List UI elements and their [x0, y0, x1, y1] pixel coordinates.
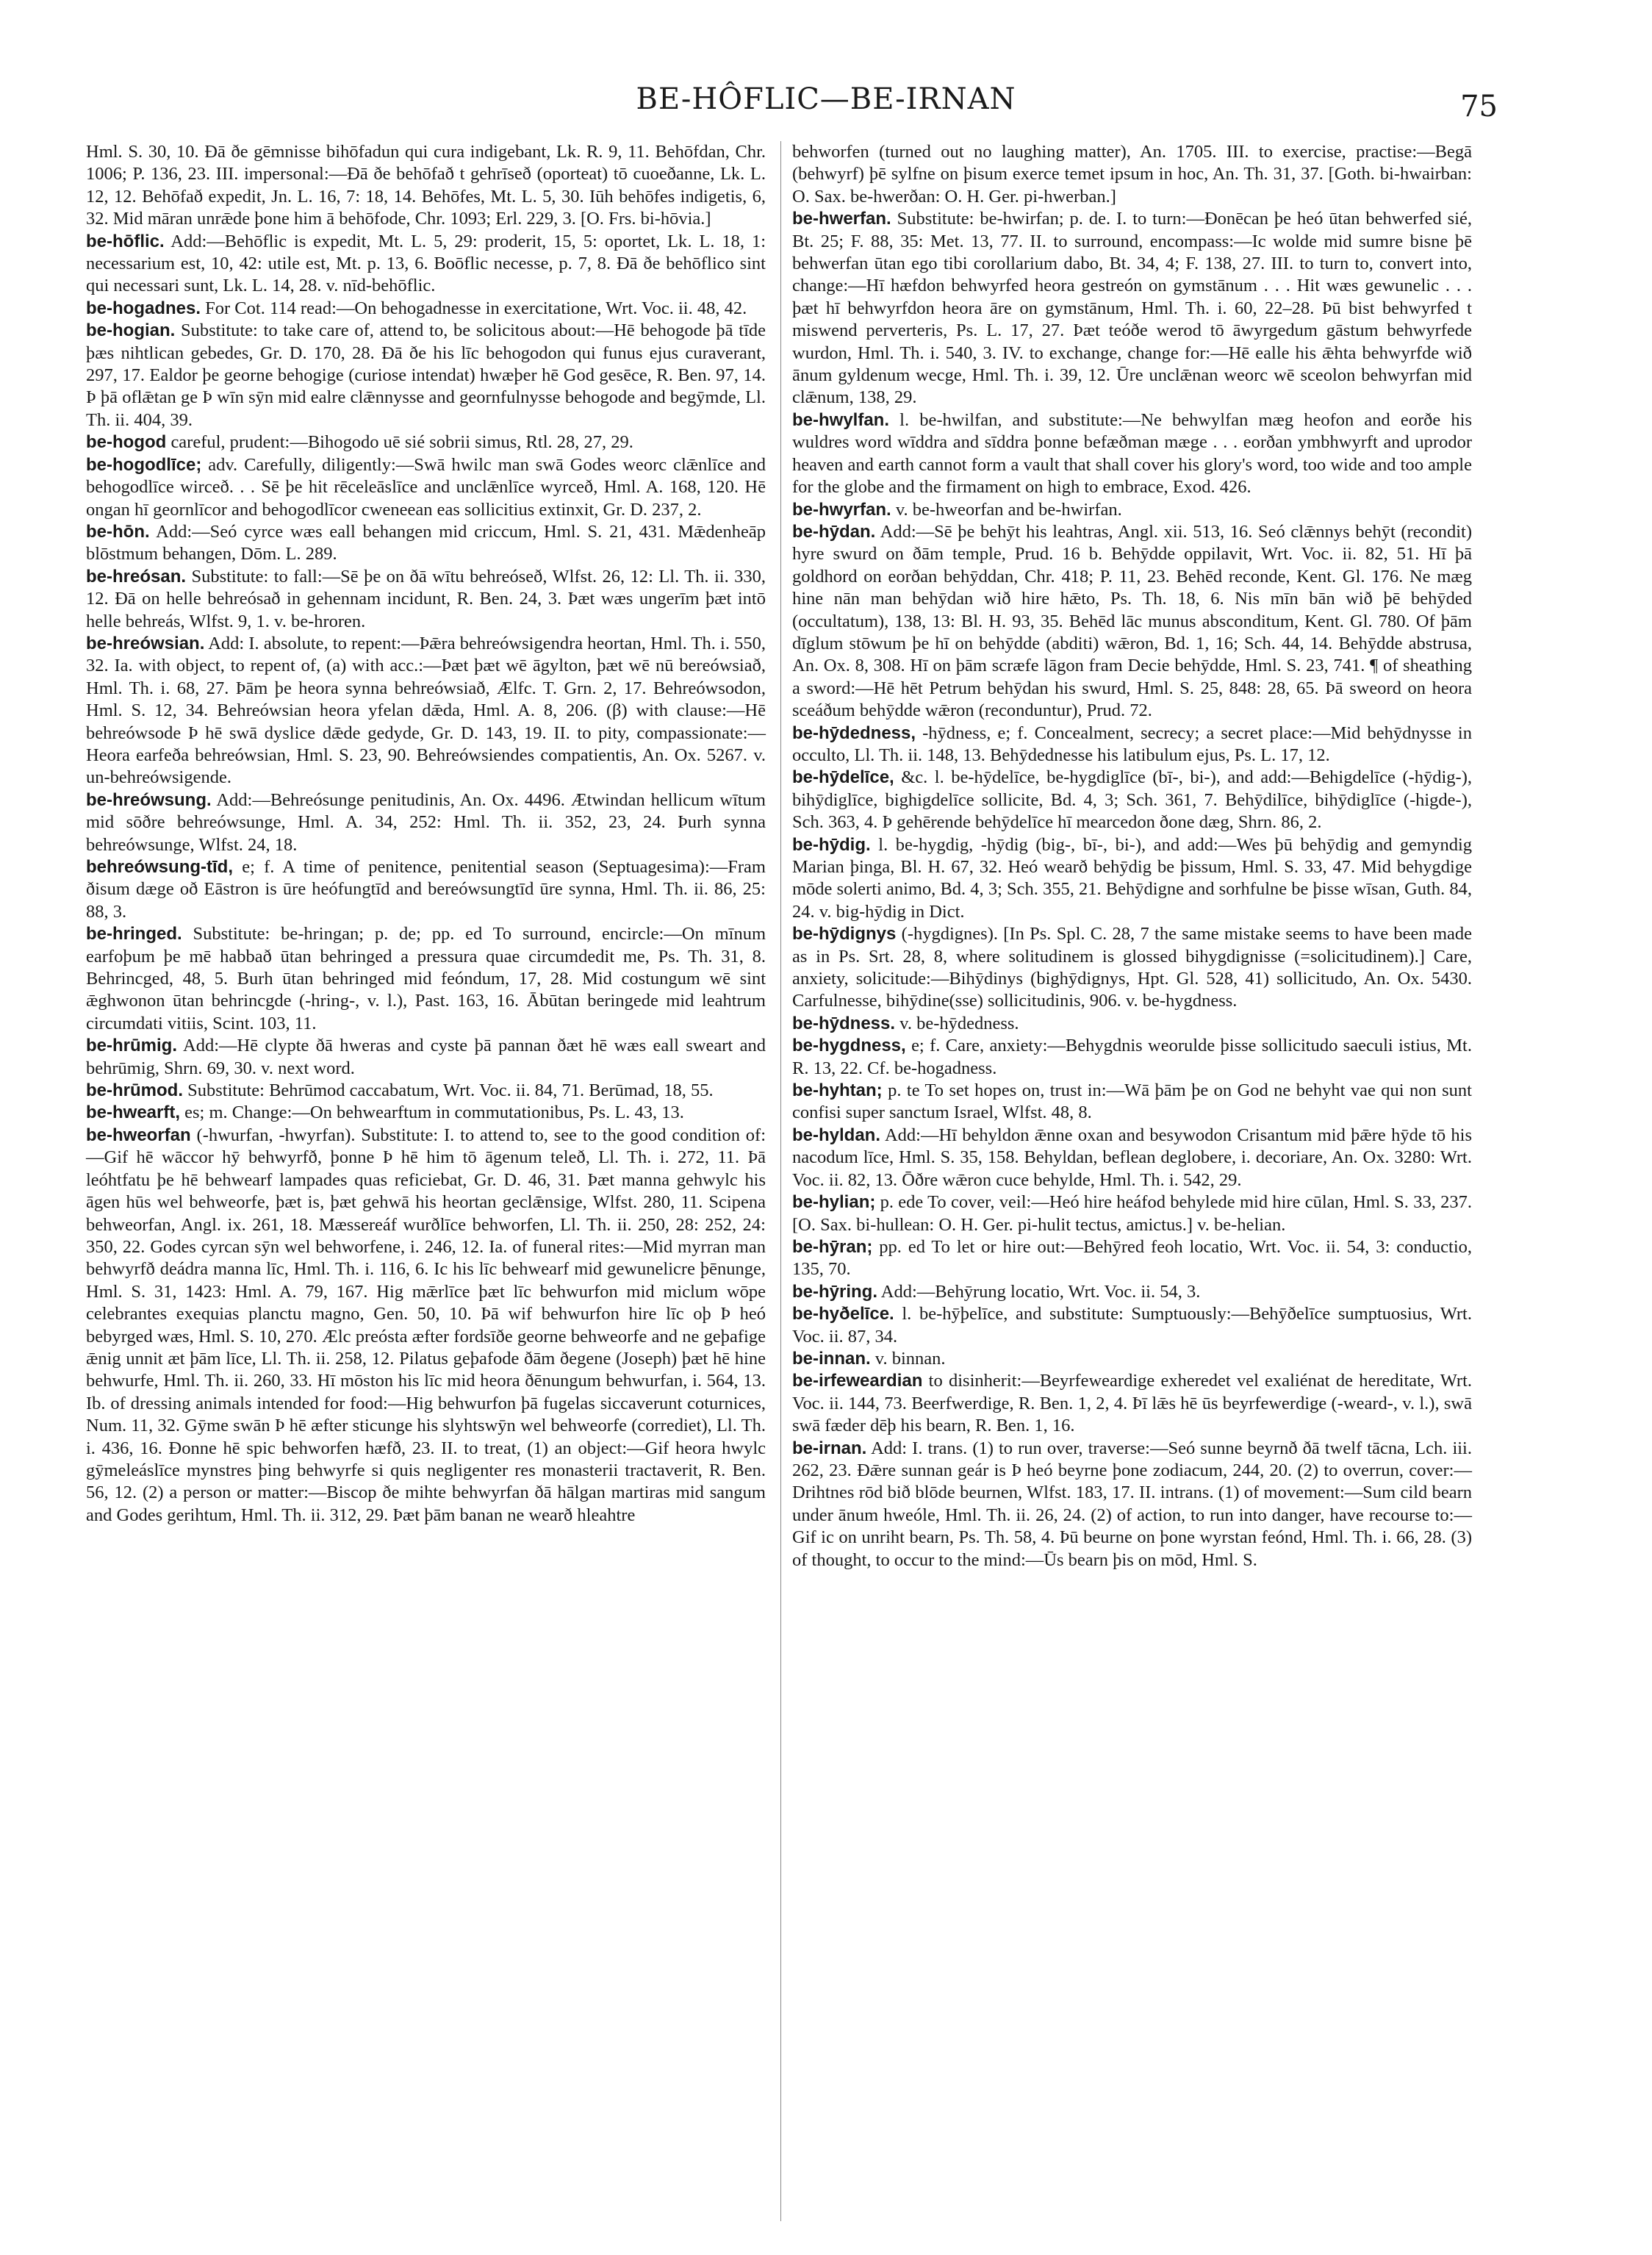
entry-text: behworfen (turned out no laughing matter), An. 1705. III. to exercise, practise:—Begā (behwyrf) þē sylfne on þisum exerce temet ipsum in hoc, An. Th. 31, 37. [Goth. bi-hwairban: O. Sax. be-hwerðan: O. H. Ger. pi-hwerban.]: [792, 142, 1472, 207]
entry-headword: be-hogian.: [86, 320, 176, 341]
left-column: [86, 141, 766, 1527]
entry-text: Add:—Seó cyrce wæs eall behangen mid criccum, Hml. S. 21, 431. Mǣdenheāp blōstmum behangen, Dōm. L. 289.: [86, 521, 766, 564]
dictionary-entry: [792, 1035, 1472, 1080]
entry-text: Substitute: to take care of, attend to, be solicitous about:—Hē behogode þā tīde þæs nihtlican gebedes, Gr. D. 170, 28. Ðā ðe his līc behogodon qui funus ejus curaverant, 297, 17. Ealdor þe georne behogige (curiose intendat) hwæþer hē God gesēce, R. Ben. 97, 14. Þ þā oflǣtan ge Þ wīn sȳn mid ealre clǣnnysse and geornfulnysse behogode and begȳmde, Ll. Th. ii. 404, 39.: [86, 320, 766, 430]
entry-text: p. ede To cover, veil:—Heó hire heáfod behylede mid hire cūlan, Hml. S. 33, 237. [O. Sax. bi-hullean: O. H. Ger. pi-hulit tectus, amictus.] v. be-helian.: [792, 1192, 1473, 1235]
entry-text: Add:—Behȳrung locatio, Wrt. Voc. ii. 54, 3.: [880, 1281, 1201, 1302]
dictionary-entry: [792, 1281, 1472, 1303]
entry-headword: be-hōn.: [86, 521, 150, 542]
entry-text: e; f. A time of penitence, penitential season (Septuagesima):—Fram ðisum dæge oð Eāstron is ūre heófungtīd and bereówsungtīd ūre synna, Hml. Th. ii. 86, 25: 88, 3.: [86, 857, 766, 922]
dictionary-entry: [86, 1035, 766, 1080]
entry-text: adv. Carefully, diligently:—Swā hwilc man swā Godes weorc clǣnlīce and behogodlīce wirceð. . . Sē þe hit rēceleāslīce and unclǣnlīce wyrceð, Hml. A. 168, 120. Hē ongan hī geornlīcor and behogodlīcor cweneean eas sollicitius extinxit, Gr. D. 237, 2.: [86, 454, 766, 520]
dictionary-entry: [86, 1102, 766, 1124]
entry-headword: be-hogodlīce;: [86, 454, 202, 475]
entry-headword: be-hogod: [86, 432, 167, 453]
entry-text: v. be-hȳdedness.: [899, 1013, 1019, 1033]
entry-text: v. be-hweorfan and be-hwirfan.: [895, 499, 1122, 520]
entry-headword: be-hȳdan.: [792, 521, 876, 542]
entry-headword: behreówsung-tīd,: [86, 857, 233, 877]
entry-headword: be-hyhtan;: [792, 1080, 883, 1101]
dictionary-entry: [792, 141, 1472, 208]
entry-text: Substitute: be-hringan; p. de; pp. ed To surround, encircle:—On mīnum earfoþum þe mē habbað ūtan behringed a pressura quae circumdedit me, Ps. Th. 31, 8. Behrincged, 48, 5. Burh ūtan behringed mid feóndum, 17, 28. Mid costungum wē sint ǣghwonon ūtan behrincgde (-hring-, v. l.), Past. 163, 16. Ābūtan beringede mid leahtrum circumdati vitiis, Scint. 103, 11.: [86, 924, 766, 1033]
entry-headword: be-hogadnes.: [86, 298, 201, 318]
dictionary-entry: [792, 1348, 1472, 1370]
dictionary-entry: [86, 521, 766, 566]
entry-text: Add:—Sē þe behȳt his leahtras, Angl. xii. 513, 16. Seó clǣnnys behȳt (recondit) hyre swurd on ðām temple, Prud. 16 b. Behȳdde oppilavit, Wrt. Voc. ii. 82, 51. Hī þā goldhord on eorðan behȳddan, Chr. 418; P. 11, 23. Behēd reconde, Kent. Gl. 176. Ne mæg hine nān man behȳdan wið hire hǣto, Ps. Th. 18, 6. Nis mīn bān wið þē behȳded (occultatum), 138, 13: Bl. H. 93, 35. Behēd lāc munus absconditum, Kent. Gl. 780. Of þām dīglum stōwum þe hī on behȳdde (abditi) wǣron, Bd. 1, 16; Sch. 44, 14. Behȳdde abstrusa, An. Ox. 8, 308. Hī on þām scræfe lāgon fram Decie behȳdde, Hml. S. 23, 741. ¶ of sheathing a sword:—Hē hēt Petrum behȳdan his swurd, Hml. S. 25, 848: 28, 65. Þā sweord on heora sceáðum behȳdde wǣron (reconduntur), Prud. 72.: [792, 521, 1472, 721]
entry-text: to disinherit:—Beyrfeweardige exheredet vel exaliénat de hereditate, Wrt. Voc. ii. 144, 73. Beerfwerdige, R. Ben. 1, 2, 4. Þī lǣs hē ūs beyrfewerdige (-weard-, v. l.), swā swā fæder dēþ his bearn, R. Ben. 1, 16.: [792, 1371, 1473, 1436]
entry-headword: be-hreówsian.: [86, 633, 205, 653]
dictionary-entry: [86, 566, 766, 633]
entry-text: Substitute: Behrūmod caccabatum, Wrt. Voc. ii. 84, 71. Berūmad, 18, 55.: [187, 1080, 714, 1101]
entry-text: pp. ed To let or hire out:—Behȳred feoh locatio, Wrt. Voc. ii. 54, 3: conductio, 135, 70.: [792, 1236, 1473, 1280]
entry-headword: be-hȳdness.: [792, 1013, 896, 1033]
entry-text: -hȳdness, e; f. Concealment, secrecy; a secret place:—Mid behȳdnysse in occulto, Ll. Th. ii. 148, 13. Behȳdednesse his latibulum ejus, Ps. L. 17, 12.: [792, 723, 1472, 765]
entry-text: v. binnan.: [875, 1348, 946, 1369]
dictionary-entry: [86, 1125, 766, 1527]
dictionary-entry: [792, 723, 1472, 767]
entry-headword: be-hrūmod.: [86, 1080, 183, 1101]
entry-headword: be-hringed.: [86, 924, 182, 944]
entry-text: &c. l. be-hȳdelīce, be-hygdiglīce (bī-, bi-), and add:—Behigdelīce (-hȳdig-), bihȳdiglīce, bighigdelīce sollicite, Bd. 4, 3; Sch. 361, 7. Behȳdilīce, bihȳdiglīce (-higde-), Sch. 363, 4. Þ gehērende behȳdelīce hī mearcedon ðone dæg, Shrn. 86, 2.: [792, 767, 1473, 833]
entry-text: e; f. Care, anxiety:—Behygdnis weorulde þisse sollicitudo saeculi istius, Mt. R. 13, 22. Cf. be-hogadness.: [792, 1036, 1472, 1078]
dictionary-entry: [86, 1080, 766, 1102]
entry-headword: be-hrūmig.: [86, 1036, 177, 1056]
dictionary-entry: [86, 298, 766, 320]
entry-headword: be-hȳdignys: [792, 924, 897, 944]
entry-text: Add:—Behreósunge penitudinis, An. Ox. 4496. Ætwindan hellicum wītum mid sōðre behreówsunge, Hml. A. 34, 252: Hml. Th. ii. 352, 23, 24. Þurh synna behreówsunge, Wlfst. 24, 18.: [86, 789, 766, 855]
entry-headword: be-irfeweardian: [792, 1371, 923, 1391]
right-column: [792, 141, 1472, 1571]
dictionary-entry: [792, 1191, 1472, 1236]
entry-headword: be-hygdness,: [792, 1036, 906, 1056]
entry-text: l. be-hȳþelīce, and substitute: Sumptuously:—Behȳðelīce sumptuosius, Wrt. Voc. ii. 87, 34.: [792, 1304, 1472, 1347]
entry-headword: be-hreówsung.: [86, 789, 212, 810]
entry-text: Substitute: be-hwirfan; p. de. I. to turn:—Ðonēcan þe heó ūtan behwerfed sié, Bt. 25; F. 88, 35: Met. 13, 77. II. to surround, encompass:—Ic wolde mid sumre bisne þē behwerfan ūtan ego tibi corollarium dabo, Bt. 34, 4; F. 138, 27. III. to turn to, convert into, change:—Hī hæfdon behwyrfed heora gestreón on gymstānum . . . Hit wæs gewunelic . . . þæt hī behwyrfdon heora āre on gymstānum, Hml. Th. i. 60, 22–28. Þū bist behwyrfed t miswend perverteris, Ps. L. 17, 27. Þæt teóðe werod tō āwyrgedum gāstum behwyrfede wurdon, Hml. Th. i. 540, 3. IV. to exchange, change for:—Hē ealle his ǣhta behwyrfde wið ānum gyldenum wecge, Hml. Th. i. 39, 12. Ūre unclǣnan weorc wē sceolon behwyrfan mid clǣnum, 138, 29.: [792, 209, 1472, 408]
entry-text: For Cot. 114 read:—On behogadnesse in exercitatione, Wrt. Voc. ii. 48, 42.: [205, 298, 747, 318]
entry-text: l. be-hwilfan, and substitute:—Ne behwylfan mæg heofon and eorðe his wuldres word wīddra and sīddra þonne befæðman mæge . . . eorðan ymbhwyrft and uprodor heaven and earth cannot form a vault that shall cover his glory's word, too wide and too ample for the globe and the firmament on high to embrace, Exod. 426.: [792, 409, 1473, 498]
entry-text: Add:—Behōflic is expedit, Mt. L. 5, 29: proderit, 15, 5: oportet, Lk. L. 18, 1: necessarium est, 10, 42: utile est, Mt. p. 13, 6. Boōflic necesse, p. 7, 8. Ðā ðe behōflico sint qui necessari sunt, Lk. L. 14, 28. v. nīd-behōflic.: [86, 231, 766, 296]
entry-headword: be-hȳring.: [792, 1281, 878, 1302]
entry-text: Add: I. absolute, to repent:—Þǣra behreówsigendra heortan, Hml. Th. i. 550, 32. Ia. with object, to repent of, (a) with acc.:—Þæt þæt wē āgylton, þæt wē nū bereówsiað, Hml. Th. i. 68, 27. Þām þe heora synna behreówsiað, Ælfc. T. Grn. 2, 17. Behreówsodon, Hml. S. 12, 34. Behreówsian heora yfelan dǣda, Hml. A. 8, 206. (β) with clause:—Hē behreówsode Þ hē swā dyslice dǣde gedyde, Gr. D. 143, 19. II. to pity, compassionate:—Heora earfeða behreówsian, Hml. S. 23, 90. Behreówsiendes compatientis, An. Ox. 5267. v. un-behreówsigende.: [86, 633, 766, 788]
entry-text: l. be-hygdig, -hȳdig (big-, bī-, bi-), and add:—Wes þū behȳdig and gemyndig Marian þinga, Bl. H. 67, 32. Heó wearð behȳdig be þissum, Hml. S. 33, 47. Mid behygdige mōde solerti animo, Bd. 4, 3; Sch. 355, 21. Behȳdigne and sorhfulne be þisse wīsan, Guth. 84, 24. v. big-hȳdig in Dict.: [792, 834, 1473, 922]
entry-headword: be-hōflic.: [86, 231, 165, 251]
entry-text: p. te To set hopes on, trust in:—Wā þām þe on God ne behyht vae qui non sunt confisi super sanctum Israel, Wlfst. 48, 8.: [792, 1080, 1472, 1123]
dictionary-entry: [792, 1013, 1472, 1035]
entry-headword: be-hweorfan: [86, 1125, 191, 1145]
entry-headword: be-hwearft,: [86, 1103, 181, 1123]
entry-headword: be-hȳdedness,: [792, 723, 916, 743]
dictionary-entry: [792, 521, 1472, 723]
entry-headword: be-hyðelīce.: [792, 1304, 894, 1324]
dictionary-entry: [86, 231, 766, 298]
dictionary-entry: [86, 856, 766, 923]
running-head: BE-HÔFLIC—BE-IRNAN: [636, 82, 1016, 116]
entry-text: careful, prudent:—Bihogodo uē sié sobrii simus, Rtl. 28, 27, 29.: [170, 432, 633, 453]
entry-text: (-hygdignes). [In Ps. Spl. C. 28, 7 the same mistake seems to have been made as in Ps. Srt. 28, 8, where solitudinem is glossed bihygdignisse (=solicitudinem).] Care, anxiety, solicitude:—Bihȳdinys (bighȳdignys, Hpt. Gl. 528, 41) sollicitudo, An. Ox. 5430. Carfulnesse, bihȳdine(sse) sollicitudinis, 906. v. be-hygdness.: [792, 924, 1473, 1011]
dictionary-entry: [792, 1438, 1472, 1571]
dictionary-entry: [86, 320, 766, 431]
dictionary-entry: [792, 767, 1472, 833]
dictionary-entry: [792, 1080, 1472, 1125]
dictionary-entry: [792, 1125, 1472, 1191]
entry-headword: be-hwylfan.: [792, 409, 890, 430]
dictionary-entry: [792, 1370, 1472, 1437]
dictionary-entry: [792, 1236, 1472, 1281]
entry-headword: be-innan.: [792, 1348, 871, 1369]
entry-headword: be-hyldan.: [792, 1125, 881, 1145]
entry-headword: be-hreósan.: [86, 566, 187, 587]
column-rule: [780, 141, 781, 2221]
entry-text: Add:—Hī behyldon ǣnne oxan and besywodon Crisantum mid þǣre hȳde tō his nacodum līce, Hml. S. 35, 158. Behyldan, beflean deglobere, i. decoriare, An. Ox. 3280: Wrt. Voc. ii. 82, 13. Ōðre wǣron cuce behylde, Hml. Th. i. 542, 29.: [792, 1125, 1472, 1190]
entry-headword: be-hwerfan.: [792, 209, 891, 229]
dictionary-entry: [86, 454, 766, 521]
entry-text: Add:—Hē clypte ðā hweras and cyste þā pannan ðæt hē wæs eall sweart and behrūmig, Shrn. 69, 30. v. next word.: [86, 1036, 766, 1078]
page-number: 75: [1460, 90, 1498, 123]
dictionary-entry: [86, 789, 766, 856]
entry-headword: be-irnan.: [792, 1438, 867, 1458]
entry-headword: be-hȳdelīce,: [792, 767, 894, 788]
dictionary-entry: [86, 431, 766, 453]
entry-text: Substitute: to fall:—Sē þe on ðā wītu behreóseð, Wlfst. 26, 12: Ll. Th. ii. 330, 12. Ðā on helle behreósað in gehennam incidunt, R. Ben. 24, 3. Þæt wæs ungerīm þæt intō helle behreás, Wlfst. 9, 1. v. be-hroren.: [86, 566, 766, 631]
dictionary-entry: [792, 208, 1472, 409]
dictionary-entry: [792, 499, 1472, 521]
dictionary-entry: [792, 1303, 1472, 1348]
dictionary-entry: [86, 633, 766, 789]
dictionary-entry: [792, 409, 1472, 499]
dictionary-entry: [86, 141, 766, 231]
entry-text: (-hwurfan, -hwyrfan). Substitute: I. to attend to, see to the good condition of:—Gif hē wāccor hȳ behwyrfð, þonne Þ hē him tō āgenum teleð, Ll. Th. i. 272, 11. Þā leóhtfatu þe hē behwearf lampades quas reficiebat, Gr. D. 46, 31. Þæt manna gehwylc his āgen hūs wel behweorfe, þæt is, þæt gehwā his heortan geclǣnsige, Wlfst. 280, 11. Scipena behweorfan, Angl. ix. 261, 18. Mæssereáf wurðlīce behworfen, Ll. Th. ii. 250, 28: 252, 24: 350, 22. Godes cyrcan sȳn wel behworfene, i. 246, 12. Ia. of funeral rites:—Mid myrran man behwyrfð deádra manna līc, Hml. Th. i. 116, 6. Ic his līc behwearf mid gewunelicre þēnunge, Hml. S. 31, 1423: Hml. A. 79, 167. Hig mǣrlīce þæt līc behwurfon mid miclum wōpe celebrantes exequias planctu magno, Gen. 50, 10. Þā wif behwurfon hire līc oþ Þ heó bebyrged wæs, Hml. S. 10, 270. Ælc preósta æfter fordsīðe geornе behweorfe and ne geþafige ǣnig unnit æt þām līce, Ll. Th. ii. 258, 12. Pilatus geþafode ðām ðegene (Joseph) þæt hē hine behwurfe, Hml. Th. ii. 260, 33. Hī mōston his līc mid heora ðēnungum behwurfan, i. 564, 13. Ib. of dressing animals intended for food:—Hig behwurfon þā fugelas siccaverunt coturnices, Num. 11, 32. Gȳme swān Þ hē æfter sticunge his slyhtswȳn wel behweorfe (corrediet), Ll. Th. i. 436, 16. Ðonne hē spic behworfen hæfð, 23. II. to treat, (1) an object:—Gif heora hwylc gȳmeleáslīce mynstres þing behwyrfe si quis negligenter res monasterii tractaverit, R. Ben. 56, 12. (2) a person or matter:—Biscop ðe mihte behwyrfan ðā hālgan martiras mid sangum and Godes gerihtum, Hml. Th. ii. 312, 29. Þæt þām banan ne wearð hleahtre: [86, 1125, 766, 1525]
entry-headword: be-hylian;: [792, 1192, 876, 1213]
entry-headword: be-hȳran;: [792, 1236, 873, 1257]
dictionary-entry: [792, 923, 1472, 1013]
entry-headword: be-hȳdig.: [792, 834, 871, 855]
entry-text: es; m. Change:—On behwearftum in commutationibus, Ps. L. 43, 13.: [184, 1103, 684, 1123]
entry-headword: be-hwyrfan.: [792, 499, 891, 520]
entry-text: Add: I. trans. (1) to run over, traverse:—Seó sunne beyrnð ðā twelf tācna, Lch. iii. 262, 23. Ðǣre sunnan geár is Þ heó beyrne þone zodiacum, 244, 20. (2) to overrun, cover:—Drihtnes rōd bið blōde beurnen, Wlfst. 183, 17. II. intrans. (1) of movement:—Sum cild bearn under ānum hweóle, Hml. Th. ii. 26, 24. (2) of action, to run into danger, have recourse to:—Gif ic on unriht bearn, Ps. Th. 58, 4. Þū beurne on þone wyrstan feónd, Hml. Th. i. 66, 28. (3) of thought, to occur to the mind:—Ūs bearn þis on mōd, Hml. S.: [792, 1438, 1472, 1570]
dictionary-entry: [86, 923, 766, 1035]
dictionary-entry: [792, 834, 1472, 924]
entry-text: Hml. S. 30, 10. Ðā ðe gēmnisse bihōfadun qui cura indigebant, Lk. R. 9, 11. Behōfdan, Chr. 1006; P. 136, 23. III. impersonal:—Ðā ðe behōfað t gehrīseð (oporteat) tō cuoeðanne, Lk. L. 12, 12. Behōfað expedit, Jn. L. 16, 7: 18, 14. Behōfes, Mt. L. 5, 30. Iūh behōfes indigetis, 6, 32. Mid māran unrǣde þone him ā behōfode, Chr. 1093; Erl. 229, 3. [O. Frs. bi-hōvia.]: [86, 142, 766, 229]
